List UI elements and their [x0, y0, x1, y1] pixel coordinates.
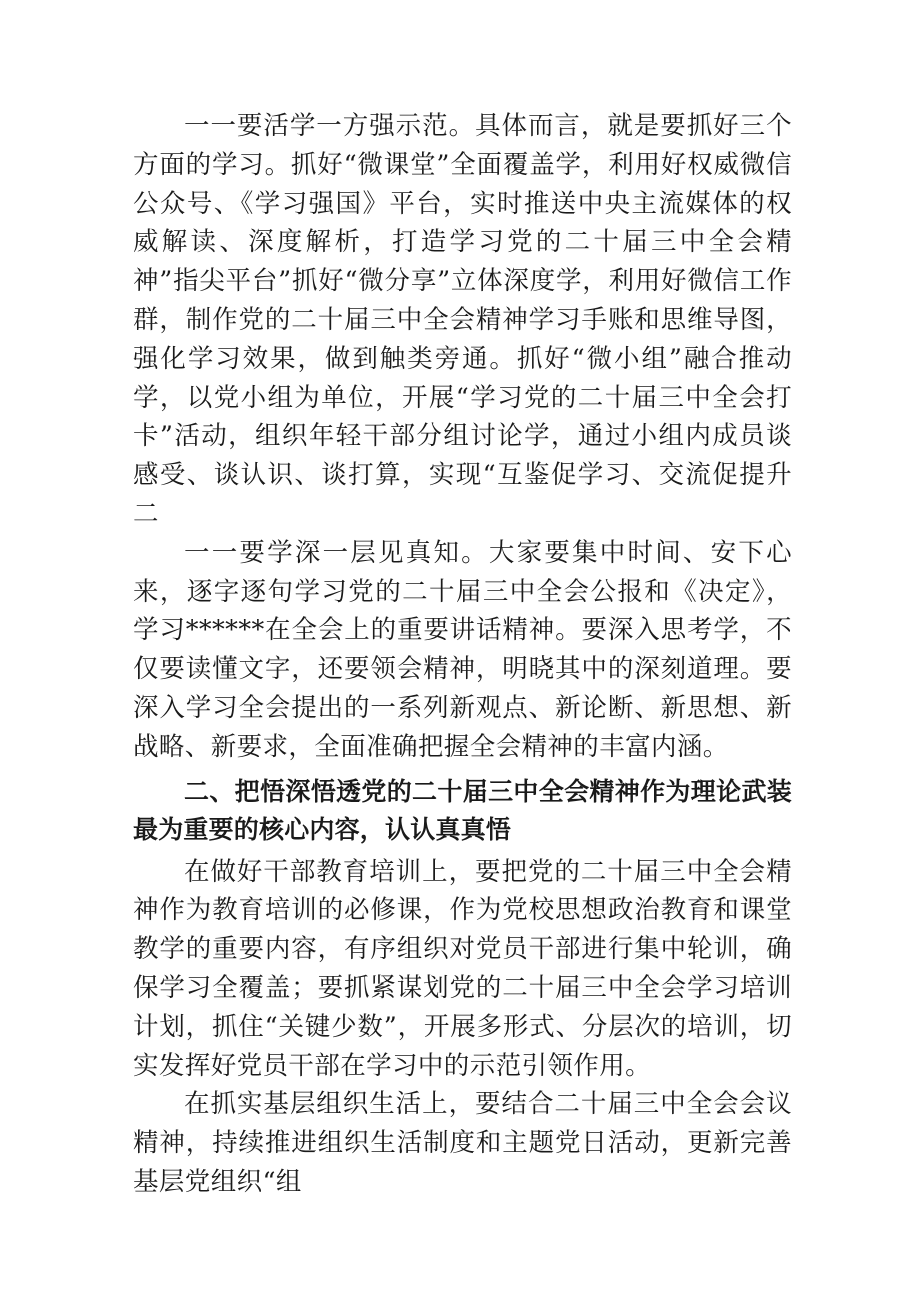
paragraph-ganbu-peixun: 在做好干部教育培训上，要把党的二十届三中全会精神作为教育培训的必修课，作为党校思想政治教育和课堂教学的重要内容，有序组织对党员干部进行集中轮训，确保学习全覆盖；要抓紧谋划党的二十届三中全会学习培训计划，抓住“关键少数”，开展多形式、分层次的培训，切实发挥好党员干部在学习中的示范引领作用。 [133, 856, 792, 1081]
paragraph-jiceng-zuzhi: 在抓实基层组织生活上，要结合二十届三中全会会议精神，持续推进组织生活制度和主题党日活动，更新完善基层党组织“组 [133, 1089, 792, 1197]
paragraph-xueshen: 一一要学深一层见真知。大家要集中时间、安下心来，逐字逐句学习党的二十届三中全会公报和《决定》，学习******在全会上的重要讲话精神。要深入思考学，不仅要读懂文字，还要领会精神，明晓其中的深刻道理。要深入学习全会提出的一系列新观点、新论断、新思想、新战略、新要求，全面准确把握全会精神的丰富内涵。 [133, 537, 792, 762]
section-heading-2: 二、把悟深悟透党的二十届三中全会精神作为理论武装最为重要的核心内容，认认真真悟 [133, 776, 792, 844]
paragraph-huoxue: 一一要活学一方强示范。具体而言，就是要抓好三个方面的学习。抓好“微课堂”全面覆盖学，利用好权威微信公众号、《学习强国》平台，实时推送中央主流媒体的权威解读、深度解析，打造学习党的二十届三中全会精神”指尖平台”抓好“微分享”立体深度学，利用好微信工作群，制作党的二十届三中全会精神学习手账和思维导图，强化学习效果，做到触类旁通。抓好“微小组”融合推动学，以党小组为单位，开展“学习党的二十届三中全会打卡”活动，组织年轻干部分组讨论学，通过小组内成员谈感受、谈认识、谈打算，实现“互鉴促学习、交流促提升二 [133, 111, 792, 529]
